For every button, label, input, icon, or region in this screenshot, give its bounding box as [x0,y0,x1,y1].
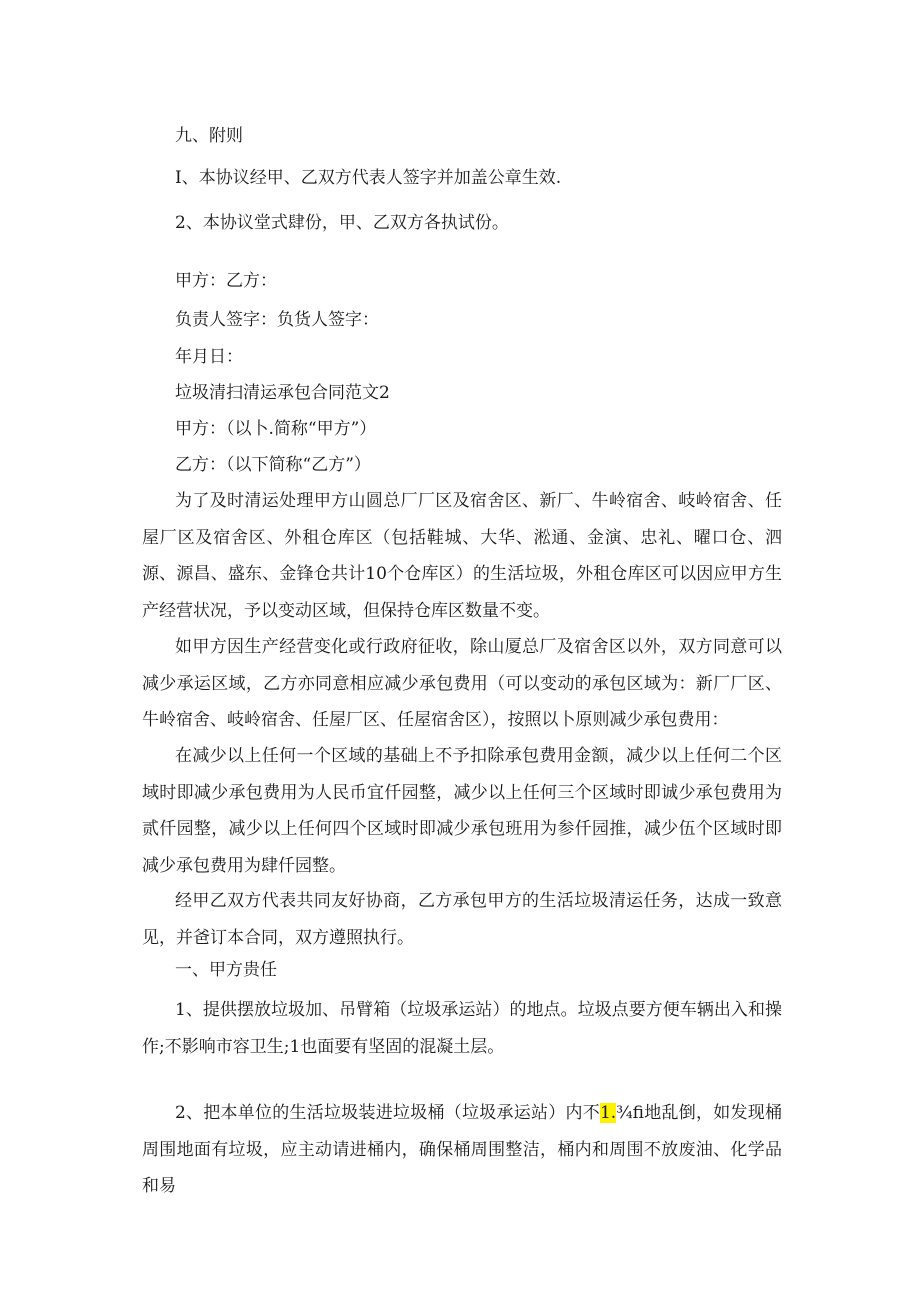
paragraph-reduction: 如甲方因生产经营变化或行政府征收，除山厦总厂及宿舍区以外，双方同意可以减少承运区域，乙方亦同意相应减少承包费用（可以变动的承包区域为：新厂厂区、牛岭宿舍、岐岭宿舍、任屋厂区、任屋宿舍区），按照以卜原则减少承包费用： [142,637,782,730]
contract-title: 垃圾清扫清运承包合同范文2 [175,383,390,403]
date-line: 年月日： [175,347,243,367]
party-line: 甲方：乙方： [175,271,277,291]
signature-line: 负责人签字：负货人签字： [175,310,379,330]
duty-item-2-rest: ¾fi地乱倒，如发现桶周围地面有垃圾，应主动请进桶内，确保桶周围整洁，桶内和周围不放废油、化学品和易 [142,1103,782,1196]
section-party-a-duties: 一、甲方贵任 [175,960,277,980]
party-a-line: 甲方：（以卜.简称“甲方”） [175,419,377,439]
section-heading: 九、附则 [175,126,243,146]
paragraph-agreement: 经甲乙双方代表共同友好协商，乙方承包甲方的生活垃圾清运任务，达成一致意见，并爸订本合同，双方遵照执行。 [142,891,782,948]
clause-1: I、本协议经甲、乙双方代表人签字并加盖公章生效. [175,168,562,188]
duty-item-1: 1、提供摆放垃圾加、吊臂箱（垃圾承运站）的地点。垃圾点要方便车辆出入和操作;不影响市容卫生;1也面要有坚固的混凝土层。 [142,1000,782,1057]
highlighted-text: 1. [599,1103,617,1123]
paragraph-scope: 为了及时清运处理甲方山圆总厂厂区及宿舍区、新厂、牛岭宿舍、岐岭宿舍、任屋厂区及宿舍区、外租仓库区（包括鞋城、大华、淞通、金演、忠礼、曜口仓、泗源、源昌、盛东、金锋仓共计10个仓库区）的生活垃圾，外租仓库区可以因应甲方生产经营状况，予以变动区域，但保持仓库区数量不变。 [142,491,782,621]
party-b-line: 乙方：（以下简称“乙方”） [175,455,371,475]
duty-item-2-start: 2、把本单位的生活垃圾装进垃圾桶（垃圾承运站）内不 [175,1103,600,1123]
clause-2: 2、本协议堂式肆份，甲、乙双方各执试份。 [175,213,509,233]
duty-item-2 [142,1095,782,1205]
paragraph-fees: 在减少以上任何一个区域的基础上不予扣除承包费用金额，减少以上任何二个区域时即减少承包费用为人民币宜仟园整，减少以上任何三个区域时即诚少承包费用为贰仟园整，减少以上任何四个区域时即减少承包班用为参仟园推，减少伍个区域时即减少承包费用为肆仟园整。 [142,746,782,876]
